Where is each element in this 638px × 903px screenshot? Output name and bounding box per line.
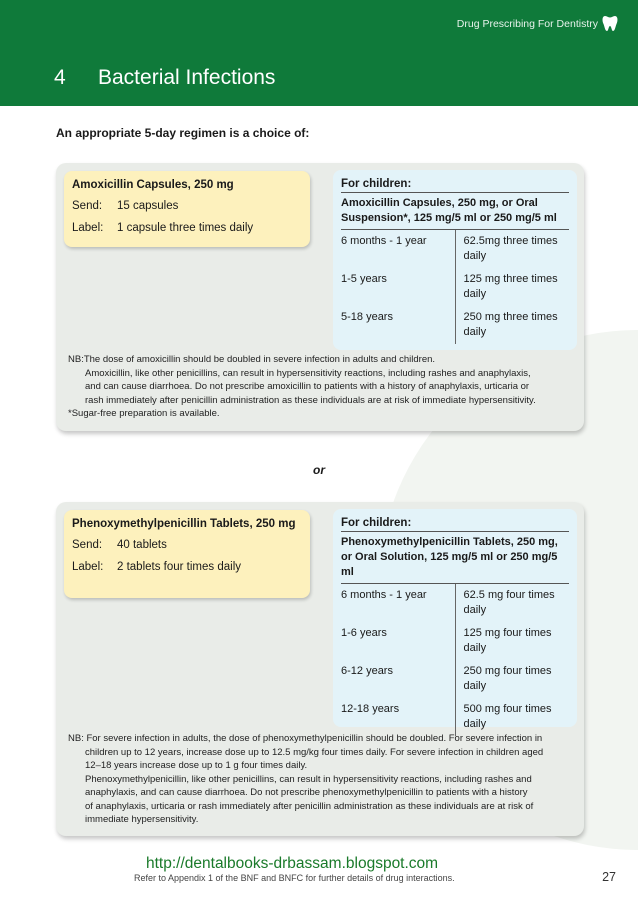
- table-row: [341, 660, 569, 698]
- send-value: 15 capsules: [117, 200, 179, 212]
- adult-prescription-box: [64, 171, 310, 247]
- dose-cell: 250 mg three times daily: [463, 311, 558, 338]
- nb-line: of anaphylaxis, urticaria or rash immediately after penicillin administration as these individuals are at risk of: [85, 800, 534, 812]
- nb-line: NB: For severe infection in adults, the dose of phenoxymethylpenicillin should be doubled. For severe infection in: [68, 733, 543, 744]
- footnote-line: *Sugar-free preparation is available.: [68, 408, 220, 419]
- children-title: For children:: [341, 517, 569, 532]
- send-value: 40 tablets: [117, 539, 167, 551]
- dose-cell: 500 mg four times daily: [463, 703, 552, 730]
- regimen-card-amoxicillin: [56, 163, 584, 431]
- footer-url-link[interactable]: http://dentalbooks-drbassam.blogspot.com: [146, 855, 439, 872]
- children-drug: Phenoxymethylpenicillin Tablets, 250 mg, or Oral Solution, 125 mg/5 ml or 250 mg/5 ml: [341, 532, 569, 584]
- age-cell: 5-18 years: [341, 306, 455, 344]
- tooth-logo-icon: [602, 15, 618, 32]
- book-title-tag: Drug Prescribing For Dentistry: [456, 18, 598, 30]
- table-row: [341, 306, 569, 344]
- dose-cell: 250 mg four times daily: [463, 665, 552, 692]
- nb-line: Phenoxymethylpenicillin, like other penicillins, can result in hypersensitivity reactions, including rashes and: [85, 773, 532, 785]
- chapter-title: Bacterial Infections: [98, 66, 276, 89]
- nb-line: and can cause diarrhoea. Do not prescribe amoxicillin to patients with a history of anaphylaxis, urticaria or: [85, 381, 530, 392]
- send-label: Send:: [72, 200, 103, 212]
- dose-cell: 62.5 mg four times daily: [463, 589, 555, 616]
- nb-note: [68, 353, 578, 421]
- chapter-header: [0, 0, 638, 106]
- nb-line: immediate hypersensitivity.: [85, 814, 199, 825]
- dose-cell: 125 mg four times daily: [463, 627, 552, 654]
- dose-cell: 62.5mg three times daily: [463, 235, 558, 262]
- send-row: [72, 199, 303, 214]
- age-cell: 1-5 years: [341, 268, 455, 306]
- adult-drug-title: Amoxicillin Capsules, 250 mg: [72, 179, 234, 191]
- table-row: [341, 584, 569, 622]
- adult-drug-title: Phenoxymethylpenicillin Tablets, 250 mg: [72, 518, 296, 530]
- age-cell: 1-6 years: [341, 622, 455, 660]
- label-row: [72, 221, 303, 236]
- table-row: [341, 698, 569, 736]
- children-drug: Amoxicillin Capsules, 250 mg, or Oral Suspension*, 125 mg/5 ml or 250 mg/5 ml: [341, 193, 569, 230]
- children-dose-table: [341, 584, 569, 736]
- nb-line: children up to 12 years, increase dose up to 12.5 mg/kg four times daily. For severe infection in children aged: [85, 746, 544, 758]
- adult-prescription-box: [64, 510, 310, 598]
- dose-cell: 125 mg three times daily: [463, 273, 558, 300]
- age-cell: 6-12 years: [341, 660, 455, 698]
- label-row: [72, 560, 303, 575]
- label-value: 2 tablets four times daily: [117, 561, 242, 573]
- send-label: Send:: [72, 539, 103, 551]
- intro-heading: An appropriate 5-day regimen is a choice of:: [56, 126, 310, 140]
- chapter-number: 4: [54, 66, 66, 89]
- children-dosing-box: [333, 170, 577, 350]
- age-cell: 12-18 years: [341, 698, 455, 736]
- label-label: Label:: [72, 561, 104, 573]
- table-row: [341, 622, 569, 660]
- footer-note: Refer to Appendix 1 of the BNF and BNFC for further details of drug interactions.: [134, 873, 455, 883]
- children-dose-table: [341, 230, 569, 344]
- nb-note: [68, 732, 580, 827]
- children-title: For children:: [341, 178, 569, 193]
- children-dosing-box: [333, 509, 577, 730]
- page-number: 27: [602, 870, 616, 884]
- age-cell: 6 months - 1 year: [341, 230, 455, 268]
- table-row: [341, 268, 569, 306]
- nb-line: NB:The dose of amoxicillin should be doubled in severe infection in adults and children.: [68, 354, 436, 365]
- table-row: [341, 230, 569, 268]
- nb-line: Amoxicillin, like other penicillins, can result in hypersensitivity reactions, including rashes and anaphylaxis,: [85, 367, 531, 379]
- nb-line: 12–18 years increase dose up to 1 g four times daily.: [85, 760, 308, 771]
- nb-line: anaphylaxis, and can cause diarrhoea. Do not prescribe phenoxymethylpenicillin to patients with a history: [85, 787, 528, 798]
- or-separator: or: [313, 463, 325, 477]
- regimen-card-phenoxymethylpenicillin: [56, 502, 584, 836]
- label-label: Label:: [72, 222, 104, 234]
- label-value: 1 capsule three times daily: [117, 222, 254, 234]
- age-cell: 6 months - 1 year: [341, 584, 455, 622]
- nb-line: rash immediately after penicillin administration as these individuals are at risk of immediate hypersensitivity.: [85, 394, 536, 406]
- send-row: [72, 538, 303, 553]
